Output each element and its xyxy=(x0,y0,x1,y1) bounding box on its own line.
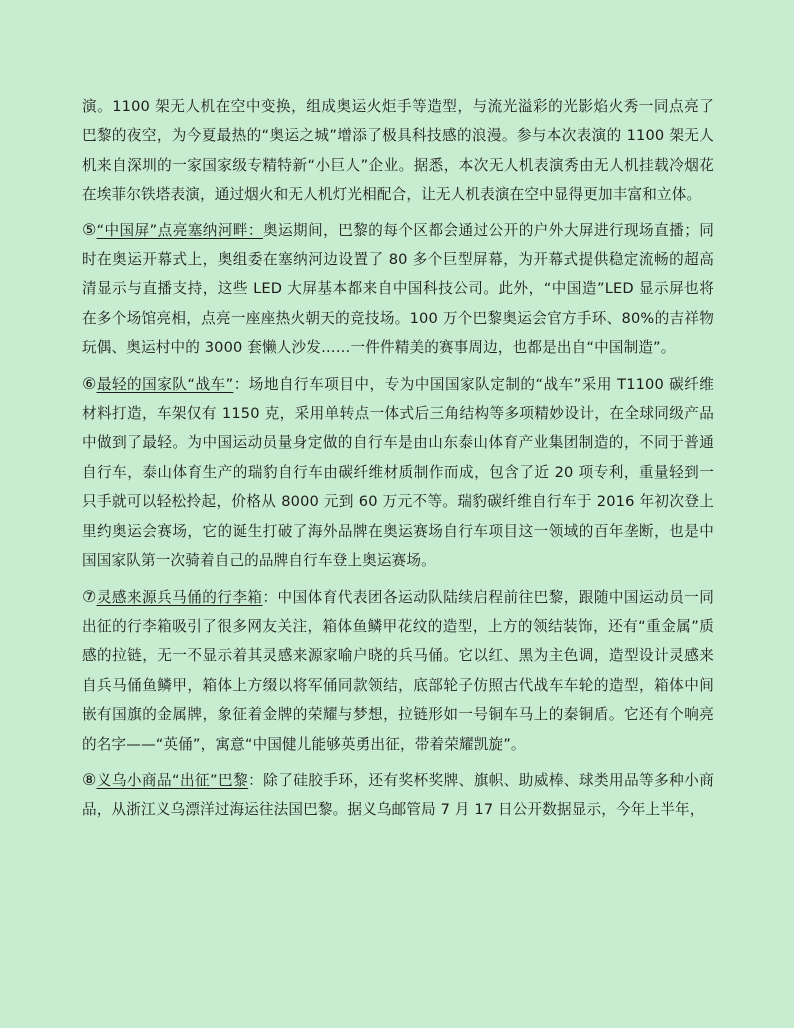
paragraph-china-screen xyxy=(82,215,714,363)
paragraph-yiwu xyxy=(82,765,714,825)
paragraph-text: ：场地自行车项目中，专为中国国家队定制的“战车”采用 T1100 碳纤维材料打造，车架仅有 1150 克，采用单转点一体式后三角结构等多项精妙设计，在全球同级产品中做到了最轻。为中国运动员量身定做的自行车是由山东泰山体育产业集团制造的，不同于普通自行车，泰山体育生产的瑞豹自行车由碳纤维材质制作而成，包含了近 20 项专利，重量轻到一只手就可以轻松拎起，价格从 8000 元到 60 万元不等。瑞豹碳纤维自行车于 2016 年初次登上里约奥运会赛场，它的诞生打破了海外品牌在奥运赛场自行车项目这一领域的百年垄断，也是中国国家队第一次骑着自己的品牌自行车登上奥运赛场。 xyxy=(82,375,714,570)
paragraph-text: ：除了硅胶手环，还有奖杯奖牌、旗帜、助威棒、球类用品等多种小商品，从浙江义乌漂洋过海运往法国巴黎。据义乌邮管局 7 月 17 日公开数据显示，今年上半年， xyxy=(82,771,714,819)
paragraph-heading-text: 灵感来源兵马俑的行李箱 xyxy=(96,588,263,606)
paragraph-text: 奥运期间，巴黎的每个区都会通过公开的户外大屏进行现场直播；同时在奥运开幕式上，奥组委在塞纳河边设置了 80 多个巨型屏幕，为开幕式提供稳定流畅的超高清显示与直播支持，这些 LED 大屏基本都来自中国科技公司。此外，“中国造”LED 显示屏也将在多个场馆亮相，点亮一座座热火朝天的竞技场。100 万个巴黎奥运会官方手环、80%的吉祥物玩偶、奥运村中的 3000 套懒人沙发……一件件精美的赛事周边，也都是出自“中国制造”。 xyxy=(82,221,714,357)
paragraph-heading-text: “中国屏”点亮塞纳河畔： xyxy=(96,221,263,239)
paragraph-number: ⑧ xyxy=(82,769,97,789)
document-page xyxy=(82,92,714,831)
paragraph-heading xyxy=(82,373,234,393)
paragraph-number: ⑤ xyxy=(82,219,97,239)
paragraph-heading-text: 最轻的国家队“战车” xyxy=(96,375,234,393)
paragraph-number: ⑦ xyxy=(82,586,97,606)
paragraph-text: ：中国体育代表团各运动队陆续启程前往巴黎，跟随中国运动员一同出征的行李箱吸引了很多网友关注，箱体鱼鳞甲花纹的造型，上方的领结装饰，还有“重金属”质感的拉链，无一不显示着其灵感来源家喻户晓的兵马俑。它以红、黑为主色调，造型设计灵感来自兵马俑鱼鳞甲，箱体上方缀以将军俑同款领结，底部轮子仿照古代战车车轮的造型，箱体中间嵌有国旗的金属牌，象征着金牌的荣耀与梦想，拉链形如一号铜车马上的秦铜盾。它还有个响亮的名字——“英俑”，寓意“中国健儿能够英勇出征，带着荣耀凯旋”。 xyxy=(82,588,714,753)
paragraph-bicycle xyxy=(82,369,714,576)
paragraph-text: 演。1100 架无人机在空中变换，组成奥运火炬手等造型，与流光溢彩的光影焰火秀一同点亮了巴黎的夜空，为今夏最热的“奥运之城”增添了极具科技感的浪漫。参与本次表演的 1100 架无人机来自深圳的一家国家级专精特新“小巨人”企业。据悉，本次无人机表演秀由无人机挂载冷烟花在埃菲尔铁塔表演，通过烟火和无人机灯光相配合，让无人机表演在空中显得更加丰富和立体。 xyxy=(82,98,714,204)
paragraph-number: ⑥ xyxy=(82,373,97,393)
paragraph-heading-text: 义乌小商品“出征”巴黎 xyxy=(96,771,249,789)
paragraph-heading xyxy=(82,586,263,606)
paragraph-heading xyxy=(82,769,249,789)
paragraph-heading xyxy=(82,219,263,239)
paragraph-drone-show xyxy=(82,92,714,210)
paragraph-luggage xyxy=(82,582,714,759)
